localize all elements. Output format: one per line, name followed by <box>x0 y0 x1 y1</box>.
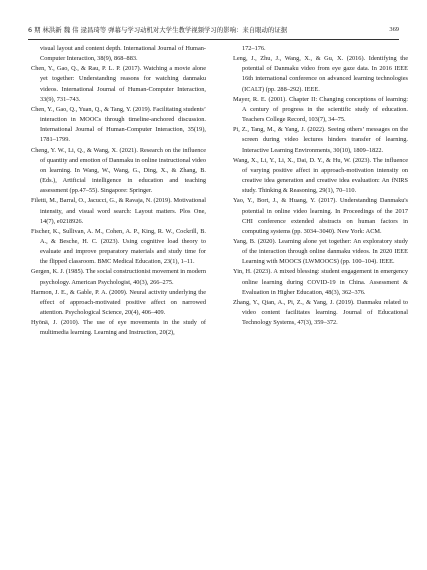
reference-entry: Fischer, K., Sullivan, A. M., Cohen, A. P., King, R. W., Cockrill, B. A., & Besche, H. C. (2023). Using cognitive load theory to evaluate and improve preparatory materials and study time for the flipped classroom. BMC Medical Education, 23(1), 1–11. <box>31 227 206 266</box>
page-number: 369 <box>389 26 399 33</box>
reference-entry: Gergen, K. J. (1985). The social constructionist movement in modern psychology. American Psychologist, 40(3), 266–275. <box>31 268 206 286</box>
reference-entry: Mayer, R. E. (2001). Chapter II: Changing conceptions of learning: A century of progress in the scientific study of education. Teachers College Record, 103(7), 34–75. <box>233 95 408 124</box>
reference-entry: Pi, Z., Tang, M., & Yang, J. (2022). Seeing others’ messages on the screen during video lectures hinders transfer of learning. Interactive Learning Environments, 30(10), 1809–1822. <box>233 126 408 154</box>
references-left-column <box>31 44 206 339</box>
reference-entry: 172–176. <box>242 45 266 52</box>
references-right-column <box>233 44 408 328</box>
reference-entry: Harmon, J. E., & Gable, P. A. (2009). Neural activity underlying the effect of approach-motivated positive affect on narrowed attention. Psychological Science, 20(4), 406–409. <box>31 288 206 317</box>
reference-entry: Wang, X., Li, Y., Li, X., Dai, D. Y., & Hu, W. (2023). The influence of varying positive affect in approach-motivation intensity on creative idea generation and creative idea evaluation: An fNIRS study. Thinking & Reasoning, 29(1), 70–110. <box>233 156 408 195</box>
reference-entry: Hyönä, J. (2010). The use of eye movements in the study of multimedia learning. Learning and Instruction, 20(2), <box>31 319 206 337</box>
header-title: 6 期 林洪新 魏 伟 逯昌琦等 弹幕与学习动机对大学生教学视频学习的影响：来自眼动的证据 <box>28 26 288 34</box>
reference-entry: Yin, H. (2023). A mixed blessing: student engagement in emergency online learning during COVID-19 in China. Assessment & Evaluation in Higher Education, 48(3), 362–376. <box>233 268 408 296</box>
reference-entry: Chen, Y., Gao, Q., & Rau, P. L. P. (2017). Watching a movie alone yet together: Understanding reasons for watching danmaku videos. International Journal of Human-Computer Interaction, 33(9), 731–743. <box>31 65 206 103</box>
reference-entry: Yang, B. (2020). Learning alone yet together: An exploratory study of the interaction through online danmaku videos. In 2020 IEEE Learning with MOOCS (LWMOOCS) (pp. 100–104). IEEE. <box>233 237 408 266</box>
reference-entry: Yao, Y., Bort, J., & Huang, Y. (2017). Understanding Danmaku's potential in online video learning. In Proceedings of the 2017 CHI conference extended abstracts on human factors in computing systems (pp. 3034–3040). New York: ACM. <box>233 197 408 235</box>
reference-entry: Zhang, Y., Qian, A., Pi, Z., & Yang, J. (2019). Danmaku related to video content facilitates learning. Journal of Educational Technology Systems, 47(3), 359–372. <box>233 298 408 327</box>
header-rule <box>28 39 399 40</box>
reference-entry: Filetti, M., Barral, O., Jacucci, G., & Ravaja, N. (2019). Motivational intensity, and visual word search: Layout matters. Plos One, 14(7), e0218926. <box>31 197 206 225</box>
reference-entry: Cheng, Y. W., Li, Q., & Wang, X. (2021). Research on the influence of quantity and emotion of Danmaku in online instructional video on learning. In Wang, W., Wang, G., Ding, X., & Zhang, B. (Eds.), Artificial intelligence in education and teaching assessment (pp.47–55). Singapore: Springer. <box>31 146 206 195</box>
reference-entry: Chen, Y., Gao, Q., Yuan, Q., & Tang, Y. (2019). Facilitating students’ interaction in MOOCs through timeline-anchored discussion. International Journal of Human-Computer Interaction, 35(19), 1781–1799. <box>31 105 206 144</box>
reference-entry: visual layout and content depth. International Journal of Human-Computer Interaction, 38(9), 868–883. <box>40 45 206 63</box>
reference-entry: Leng, J., Zhu, J., Wang, X., & Gu, X. (2016). Identifying the potential of Danmaku video from eye gaze data. In 2016 IEEE 16th international conference on advanced learning technologies (ICALT) (pp. 288–292). IEEE. <box>233 55 408 93</box>
running-header <box>28 24 399 36</box>
